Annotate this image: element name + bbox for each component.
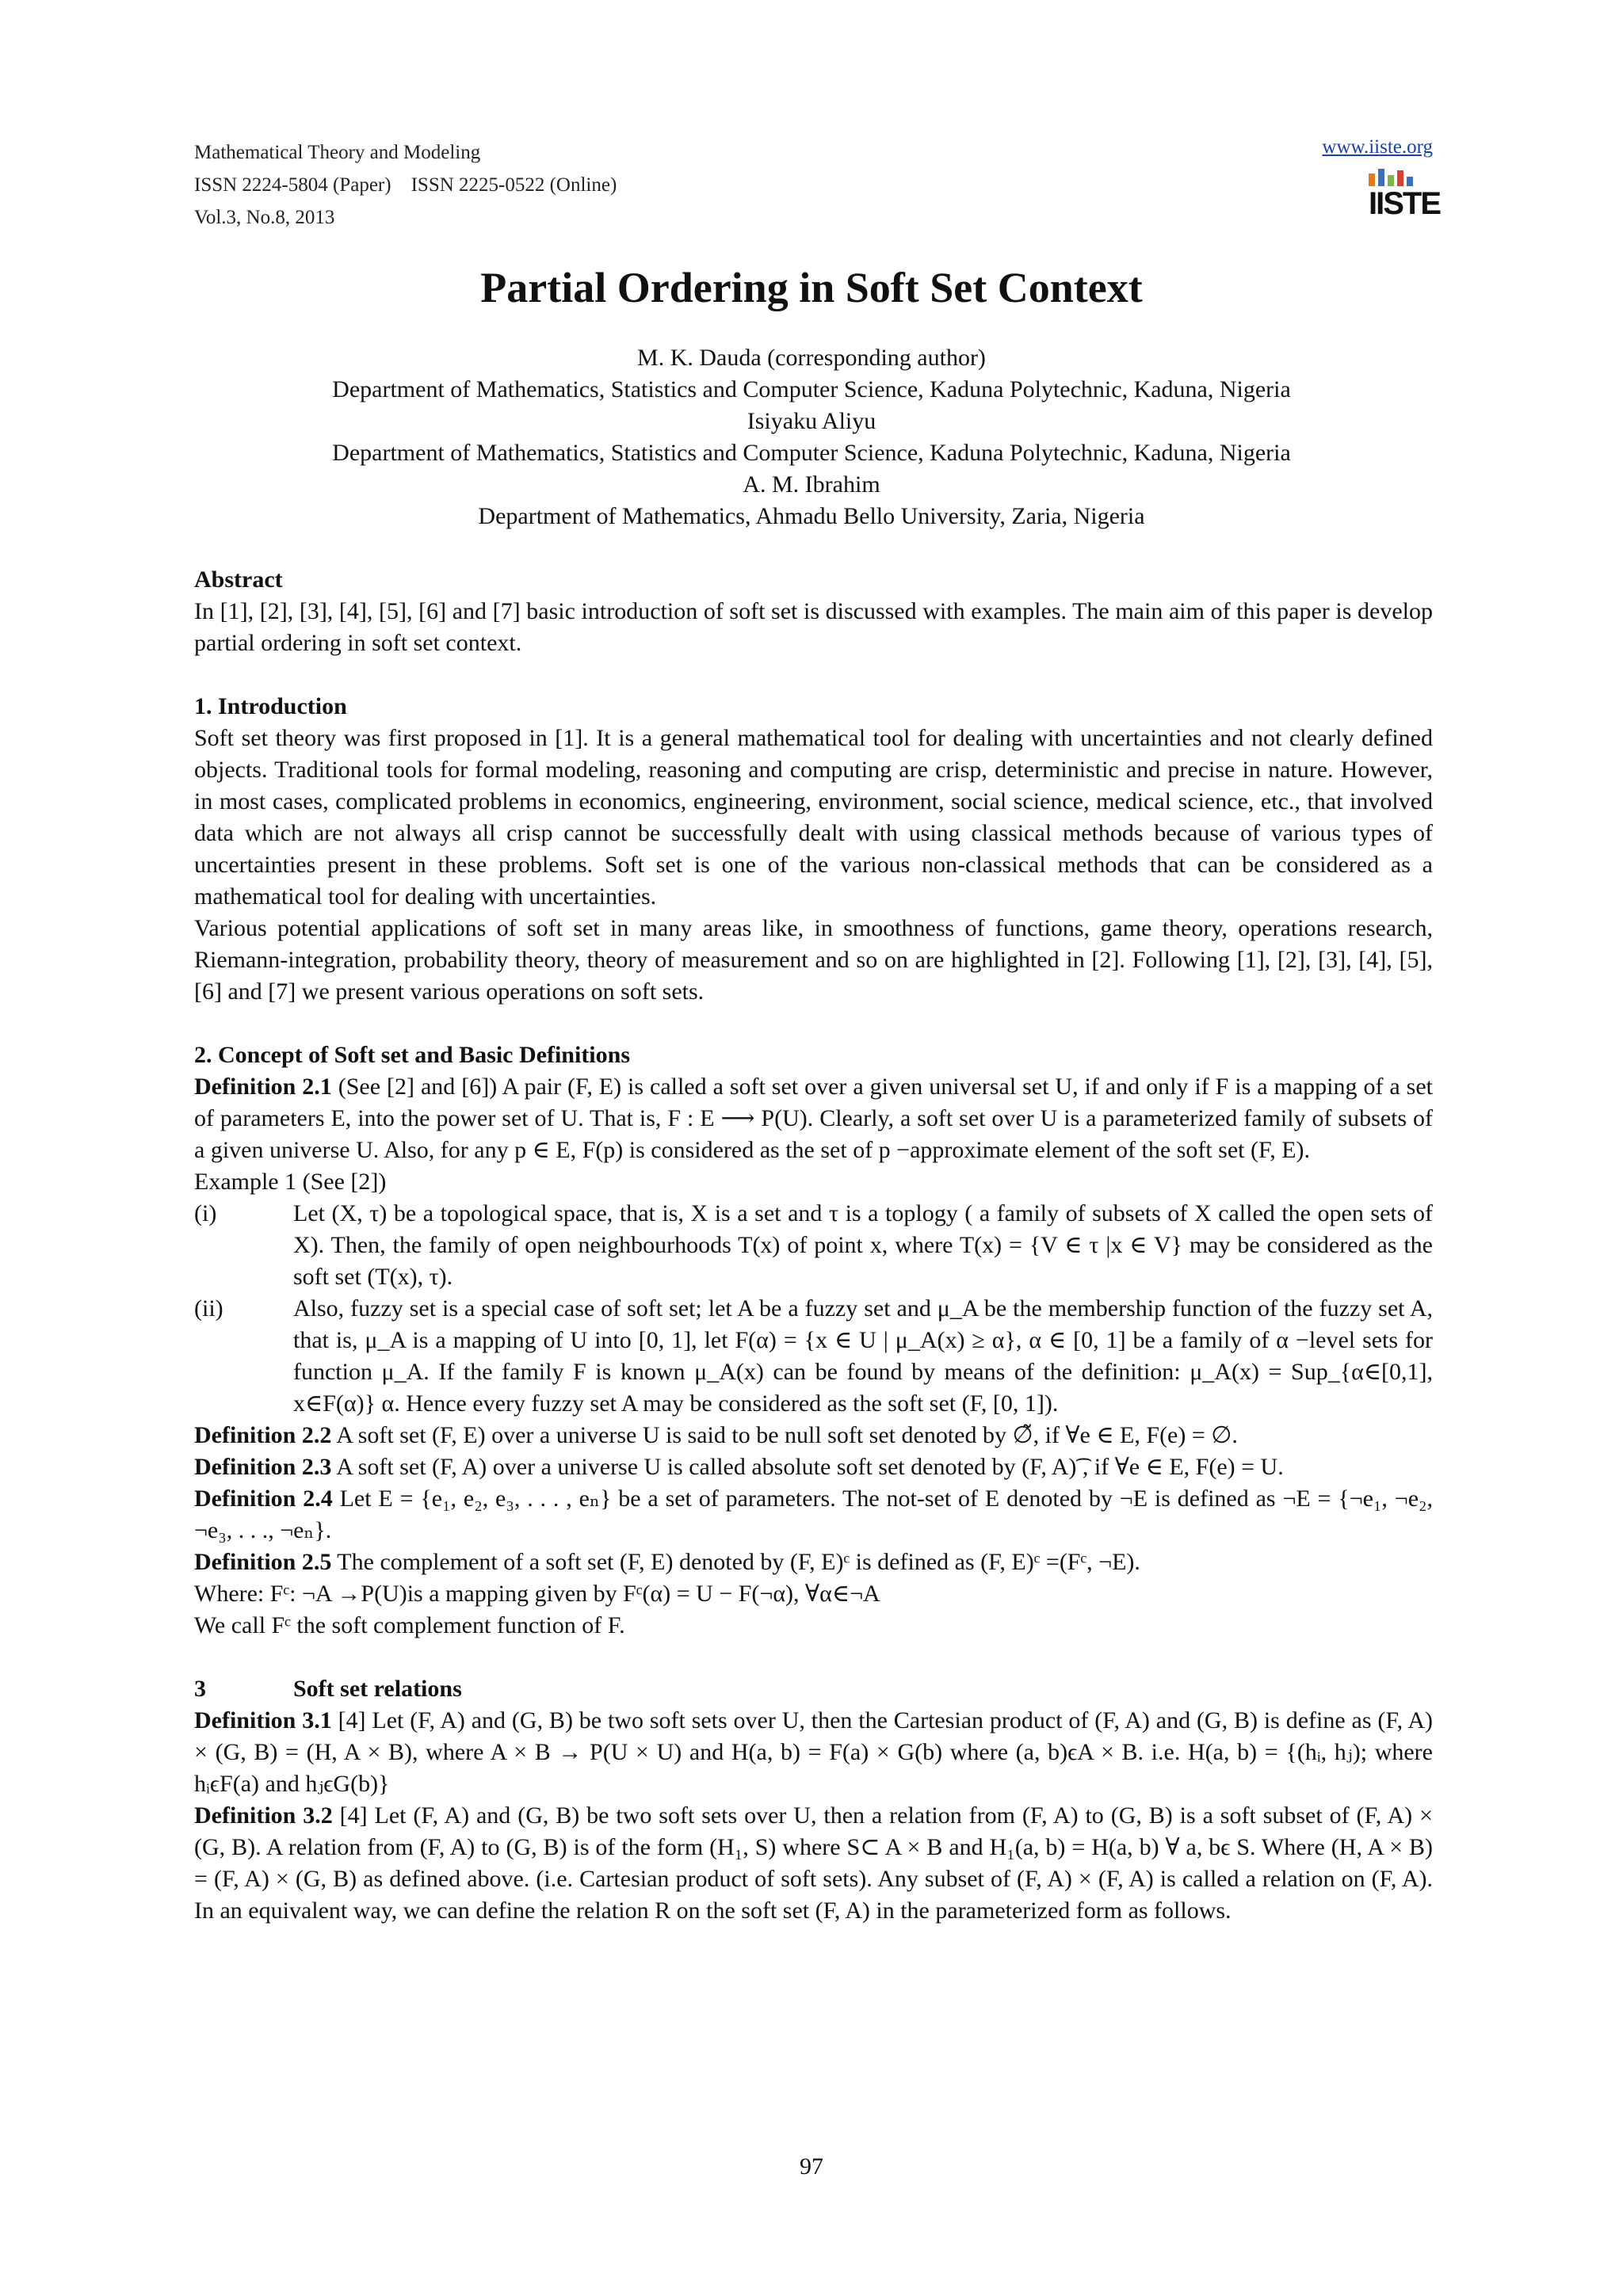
section-3-title: Soft set relations [293, 1676, 462, 1702]
definition-2-2-label: Definition 2.2 [194, 1422, 332, 1448]
abstract-text: In [1], [2], [3], [4], [5], [6] and [7] basic introduction of soft set is discussed with examples. The main aim of this paper is develop partial ordering in soft set context. [194, 598, 1433, 656]
definition-3-1 [194, 1705, 1433, 1800]
definition-2-4-label: Definition 2.4 [194, 1486, 333, 1512]
definition-2-4 [194, 1483, 1433, 1547]
definition-2-3-label: Definition 2.3 [194, 1454, 332, 1480]
section-2-heading: 2. Concept of Soft set and Basic Definitions [194, 1042, 631, 1068]
abstract-heading: Abstract [194, 566, 283, 593]
definition-3-2-text: [4] Let (F, A) and (G, B) be two soft sets over U, then a relation from (F, A) to (G, B) is a soft subset of (F, A) × (G, B). A relation from (F, A) to (G, B) is of the form (H₁, S) where S⊂ A × B and H₁(a, b) = H(a, b) ∀ a, bϵ S. Where (H, A × B) = (F, A) × (G, B) as defined above. (i.e. Cartesian product of soft sets). Any subset of (F, A) × (F, A) is called a relation on (F, A). In an equivalent way, we can define the relation R on the soft set (F, A) in the parameterized form as follows. [194, 1802, 1434, 1924]
affiliation-3: Department of Mathematics, Ahmadu Bello University, Zaria, Nigeria [478, 503, 1145, 529]
definition-2-3 [194, 1451, 1433, 1483]
definition-2-5-label: Definition 2.5 [194, 1549, 332, 1575]
journal-issn: ISSN 2224-5804 (Paper) ISSN 2225-0522 (Online) [194, 174, 617, 196]
definition-2-1-label: Definition 2.1 [194, 1074, 332, 1100]
example-item-i-num: (i) [194, 1200, 217, 1226]
paper-title: Partial Ordering in Soft Set Context [480, 264, 1143, 311]
page-number: 97 [800, 2153, 823, 2180]
author-3: A. M. Ibrahim [743, 471, 880, 498]
example-1-label: Example 1 (See [2]) [194, 1169, 387, 1195]
author-block [0, 342, 1623, 532]
example-item-i [194, 1198, 1433, 1293]
journal-volume: Vol.3, No.8, 2013 [194, 207, 335, 228]
definition-3-2-label: Definition 3.2 [194, 1802, 333, 1829]
author-2: Isiyaku Aliyu [747, 408, 876, 434]
definition-2-1 [194, 1071, 1433, 1166]
example-item-i-text: Let (X, τ) be a topological space, that is, X is a set and τ is a toplogy ( a family of subsets of X called the open sets of X). Then, the family of open neighbourhoods T(x) of point x, where T(x) = {V ∈ τ |x ∈ V} may be considered as the soft set (T(x), τ). [293, 1200, 1433, 1290]
definition-3-2 [194, 1800, 1433, 1927]
intro-paragraph-1: Soft set theory was first proposed in [1]. It is a general mathematical tool for dealing with uncertainties and not clearly defined objects. Traditional tools for formal modeling, reasoning and computing are crisp, deterministic and precise in nature. However, in most cases, complicated problems in economics, engineering, environment, social science, medical science, etc., that involved data which are not always all crisp cannot be successfully dealt with using classical methods because of various types of uncertainties present in these problems. Soft set is one of the various non-classical methods that can be considered as a mathematical tool for dealing with uncertainties. [194, 725, 1433, 910]
example-item-ii [194, 1293, 1433, 1420]
website-link[interactable]: www.iiste.org [1322, 136, 1433, 158]
logo-text: IISTE [1369, 186, 1441, 221]
complement-call-line: We call Fᶜ the soft complement function of F. [194, 1612, 625, 1638]
definition-2-2 [194, 1420, 1433, 1451]
definition-3-1-text: [4] Let (F, A) and (G, B) be two soft sets over U, then the Cartesian product of (F, A) and (G, B) is define as (F, A) × (G, B) = (H, A × B), where A × B → P(U × U) and H(a, b) = F(a) × G(b) where (a, b)ϵA × B. i.e. H(a, b) = {(hᵢ, hⱼ); where hᵢϵF(a) and hⱼϵG(b)} [194, 1707, 1433, 1797]
iiste-logo [1369, 169, 1441, 226]
section-3-number: 3 [194, 1676, 206, 1702]
example-item-ii-text: Also, fuzzy set is a special case of soft set; let A be a fuzzy set and μ_A be the membership function of the fuzzy set A, that is, μ_A is a mapping of U into [0, 1], let F(α) = {x ∈ U | μ_A(x) ≥ α}, α ∈ [0, 1] be a family of α −level sets for function μ_A. If the family F is known μ_A(x) can be found by means of the definition: μ_A(x) = Sup_{α∈[0,1], x∈F(α)} α. Hence every fuzzy set A may be considered as the soft set (F, [0, 1]). [293, 1295, 1433, 1417]
paper-body [194, 564, 1433, 1927]
definition-2-2-text: A soft set (F, E) over a universe U is said to be null soft set denoted by ∅̃, if ∀e ∈ E, F(e) = ∅. [331, 1422, 1238, 1448]
example-item-ii-num: (ii) [194, 1295, 223, 1322]
author-1: M. K. Dauda (corresponding author) [637, 345, 986, 371]
logo-bars [1369, 169, 1423, 186]
definition-2-1-text: (See [2] and [6]) A pair (F, E) is called a soft set over a given universal set U, if and only if F is a mapping of a set of parameters E, into the power set of U. That is, F : E ⟶ P(U). Clearly, a soft set over U is a parameterized family of subsets of a given universe U. Also, for any p ∈ E, F(p) is considered as the set of p −approximate element of the soft set (F, E). [194, 1074, 1433, 1163]
affiliation-2: Department of Mathematics, Statistics and Computer Science, Kaduna Polytechnic, Kaduna, Nigeria [332, 440, 1291, 466]
definition-3-1-label: Definition 3.1 [194, 1707, 332, 1733]
definition-2-4-text: Let E = {e₁, e₂, e₃, . . . , eₙ} be a set of parameters. The not-set of E denoted by ¬E is defined as ¬E = {¬e₁, ¬e₂, ¬e₃, . . ., ¬eₙ}. [194, 1486, 1433, 1543]
intro-paragraph-2: Various potential applications of soft set in many areas like, in smoothness of functions, game theory, operations research, Riemann-integration, probability theory, theory of measurement and so on are highlighted in [2]. Following [1], [2], [3], [4], [5], [6] and [7] we present various operations on soft sets. [194, 915, 1433, 1005]
definition-2-5-text: The complement of a soft set (F, E) denoted by (F, E)ᶜ is defined as (F, E)ᶜ =(Fᶜ, ¬E). [331, 1549, 1140, 1575]
intro-heading: 1. Introduction [194, 693, 347, 719]
affiliation-1: Department of Mathematics, Statistics and Computer Science, Kaduna Polytechnic, Kaduna, Nigeria [332, 376, 1291, 402]
journal-name: Mathematical Theory and Modeling [194, 142, 481, 163]
definition-2-3-text: A soft set (F, A) over a universe U is called absolute soft set denoted by (F, A)͡ , if ∀e ∈ E, F(e) = U. [331, 1454, 1284, 1480]
complement-where-line: Where: Fᶜ: ¬A →P(U)is a mapping given by Fᶜ(α) = U − F(¬α), ∀α∈¬A [194, 1581, 880, 1607]
definition-2-5 [194, 1547, 1433, 1578]
section-3-heading [194, 1673, 1433, 1705]
journal-header [194, 136, 617, 234]
